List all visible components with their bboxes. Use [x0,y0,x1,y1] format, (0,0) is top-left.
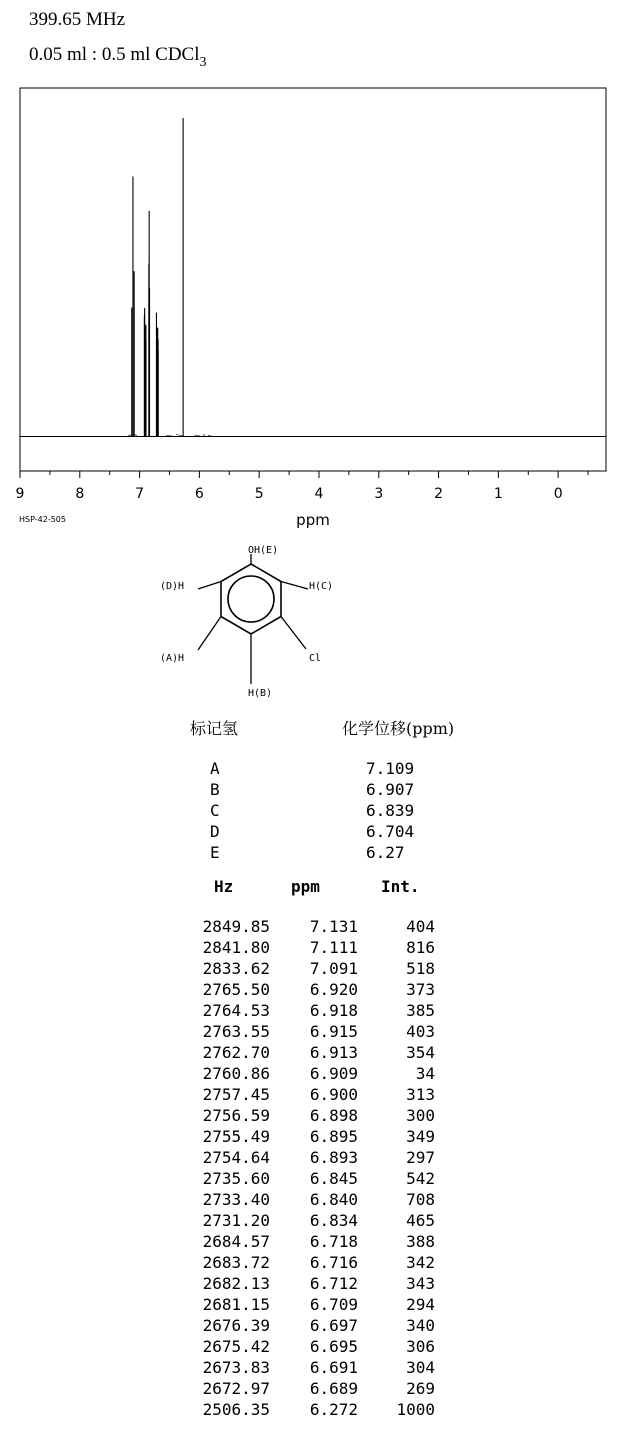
peak-hz: 2756.59 [202,1106,270,1125]
peak-intensity: 1000 [396,1400,435,1419]
solvent-subscript: 3 [199,55,207,70]
table-row [0,1211,626,1232]
peak-intensity: 816 [406,938,435,957]
assignment-shift: 7.109 [366,759,415,778]
peak-hz: 2849.85 [202,917,270,936]
peak-hz: 2763.55 [202,1022,270,1041]
peak-hz: 2760.86 [202,1064,270,1083]
label-hb: H(B) [248,688,273,699]
peak-hz: 2731.20 [202,1211,270,1230]
peak-ppm: 6.920 [309,980,358,999]
peak-hz: 2765.50 [202,980,270,999]
assignment-row [0,822,626,843]
nmr-spectrum-chart [0,85,626,535]
peak-intensity: 385 [406,1001,435,1020]
table-row [0,1106,626,1127]
table-row [0,1358,626,1379]
table-row [0,1316,626,1337]
solvent-ratio [29,44,207,71]
x-axis-ticks [16,471,589,502]
peak-hz: 2757.45 [202,1085,270,1104]
table-row [0,1001,626,1022]
bond-hd [198,582,221,590]
peak-intensity: 306 [406,1337,435,1356]
peak-hz: 2672.97 [202,1379,270,1398]
peak-table-hz-header: Hz [214,877,234,896]
peak-ppm: 7.111 [309,938,358,957]
peak-ppm: 6.893 [309,1148,358,1167]
peak-hz: 2762.70 [202,1043,270,1062]
peak-hz: 2733.40 [202,1190,270,1209]
peak-ppm: 6.898 [309,1106,358,1125]
bond-hc [281,582,308,590]
assignment-label: C [210,801,220,820]
peak-ppm: 6.272 [309,1400,358,1419]
assignment-shift: 6.27 [366,843,405,862]
x-tick-label: 0 [553,486,563,502]
x-tick-label: 6 [194,486,204,502]
assignment-label: B [210,780,220,799]
peak-intensity: 297 [406,1148,435,1167]
peak-intensity: 465 [406,1211,435,1230]
x-tick-label: 4 [314,486,324,502]
spectrum-code: HSP-42-505 [19,515,66,524]
table-row [0,980,626,1001]
peak-hz: 2675.42 [202,1337,270,1356]
peak-intensity: 294 [406,1295,435,1314]
assignment-row [0,801,626,822]
peak-table-int-header: Int. [381,877,420,896]
table-row [0,1064,626,1085]
table-row [0,1337,626,1358]
assignment-row [0,759,626,780]
label-oh: OH(E) [248,545,279,556]
peak-intensity: 300 [406,1106,435,1125]
peak-hz: 2682.13 [202,1274,270,1293]
assignment-label: D [210,822,220,841]
table-row [0,959,626,980]
peak-intensity: 342 [406,1253,435,1272]
assignment-label: A [210,759,220,778]
x-axis-label: ppm [296,511,330,529]
table-row [0,1400,626,1421]
table-row [0,1190,626,1211]
peak-intensity: 403 [406,1022,435,1041]
benzene-ring [221,564,281,634]
peak-ppm: 6.709 [309,1295,358,1314]
assignment-row [0,780,626,801]
x-tick-label: 2 [434,486,444,502]
label-hd: (D)H [160,581,185,592]
x-tick-label: 3 [374,486,384,502]
x-tick-label: 8 [75,486,85,502]
peak-intensity: 304 [406,1358,435,1377]
assignment-row [0,843,626,864]
table-row [0,1148,626,1169]
peak-intensity: 313 [406,1085,435,1104]
table-row [0,1127,626,1148]
peak-hz: 2735.60 [202,1169,270,1188]
peak-ppm: 6.718 [309,1232,358,1251]
table-row [0,1295,626,1316]
assignment-shift: 6.839 [366,801,415,820]
peak-ppm: 6.913 [309,1043,358,1062]
peak-hz: 2684.57 [202,1232,270,1251]
peak-ppm: 7.091 [309,959,358,978]
solvent-text: 0.05 ml : 0.5 ml CDCl [29,44,200,65]
peak-hz: 2676.39 [202,1316,270,1335]
peak-intensity: 373 [406,980,435,999]
peak-intensity: 542 [406,1169,435,1188]
peak-intensity: 269 [406,1379,435,1398]
peak-intensity: 708 [406,1190,435,1209]
assignment-shift-header: 化学位移(ppm) [342,719,455,738]
assignment-shift: 6.907 [366,780,415,799]
peak-hz: 2506.35 [202,1400,270,1419]
peak-ppm: 6.834 [309,1211,358,1230]
peak-intensity: 354 [406,1043,435,1062]
peak-ppm: 6.712 [309,1274,358,1293]
table-row [0,1274,626,1295]
peak-hz: 2673.83 [202,1358,270,1377]
peak-intensity: 34 [415,1064,435,1083]
peak-intensity: 388 [406,1232,435,1251]
label-cl: Cl [309,653,322,664]
peak-intensity: 340 [406,1316,435,1335]
peak-intensity: 518 [406,959,435,978]
label-ha: (A)H [160,653,185,664]
peak-ppm: 6.697 [309,1316,358,1335]
peak-ppm: 6.915 [309,1022,358,1041]
table-row [0,1043,626,1064]
peak-ppm: 6.845 [309,1169,358,1188]
table-row [0,1232,626,1253]
peak-ppm: 6.695 [309,1337,358,1356]
peak-table-ppm-header: ppm [291,877,320,896]
peak-ppm: 6.689 [309,1379,358,1398]
table-row [0,1022,626,1043]
peak-hz: 2833.62 [202,959,270,978]
x-tick-label: 1 [493,486,503,502]
peak-ppm: 6.909 [309,1064,358,1083]
table-row [0,917,626,938]
peak-hz: 2683.72 [202,1253,270,1272]
peak-ppm: 6.895 [309,1127,358,1146]
bond-cl [281,617,306,650]
table-row [0,1253,626,1274]
peak-ppm: 6.840 [309,1190,358,1209]
spectrometer-frequency: 399.65 MHz [29,9,126,30]
table-row [0,1379,626,1400]
peak-intensity: 343 [406,1274,435,1293]
peak-hz: 2754.64 [202,1148,270,1167]
bond-ha [198,617,221,651]
peak-hz: 2764.53 [202,1001,270,1020]
peak-ppm: 6.918 [309,1001,358,1020]
peak-intensity: 349 [406,1127,435,1146]
peak-hz: 2681.15 [202,1295,270,1314]
assignment-label: E [210,843,220,862]
label-hc: H(C) [309,581,334,592]
aromatic-circle [228,576,274,622]
peak-hz: 2755.49 [202,1127,270,1146]
peak-ppm: 6.900 [309,1085,358,1104]
baseline-noise [128,435,211,437]
table-row [0,1169,626,1190]
peak-ppm: 7.131 [309,917,358,936]
peak-ppm: 6.716 [309,1253,358,1272]
assignment-label-header: 标记氢 [190,719,239,738]
peak-intensity: 404 [406,917,435,936]
assignment-shift: 6.704 [366,822,415,841]
peak-ppm: 6.691 [309,1358,358,1377]
x-tick-label: 7 [135,486,145,502]
plot-frame [20,88,606,471]
peak-group [132,118,183,436]
table-row [0,938,626,959]
table-row [0,1085,626,1106]
x-tick-label: 5 [254,486,264,502]
x-tick-label: 9 [15,486,25,502]
molecule-structure [150,538,370,703]
peak-hz: 2841.80 [202,938,270,957]
